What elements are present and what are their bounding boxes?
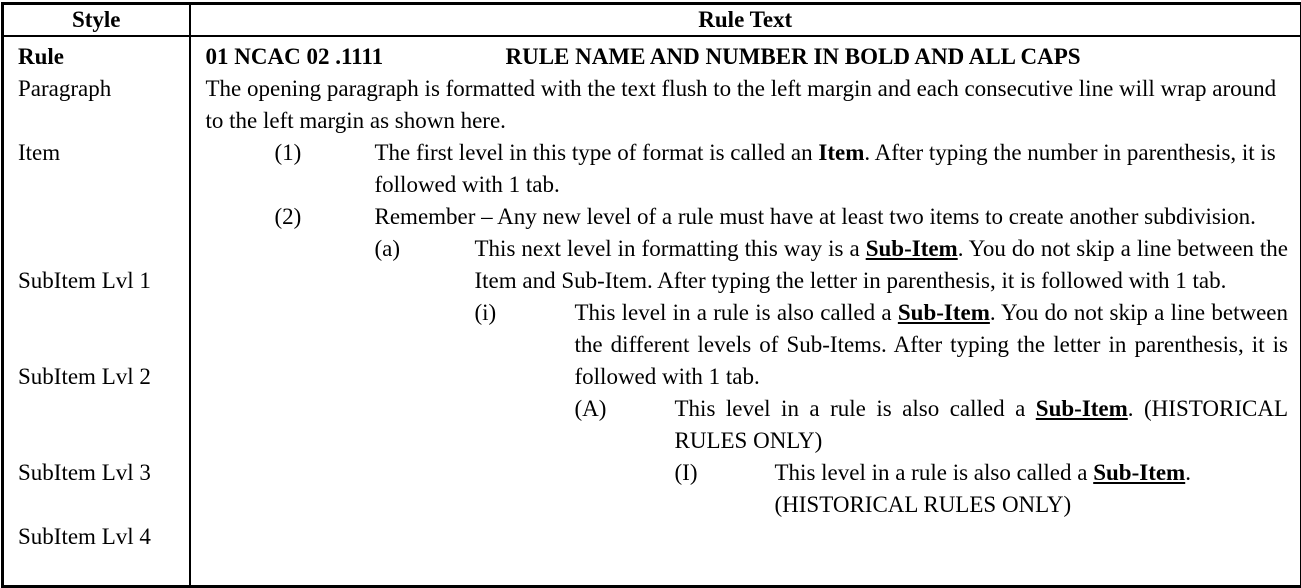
item-2-text: Remember – Any new level of a rule must have at least two items to create another subdivision. (375, 201, 1289, 233)
subitem-3-number: (A) (575, 393, 675, 425)
subitem-level-2 (206, 297, 1289, 393)
subitem-1-text: This next level in formatting this way is a Sub-Item. You do not skip a line between the Item and Sub-Item. After typing the letter in parenthesis, it is followed with 1 tab. (475, 233, 1289, 297)
item-1-text: The first level in this type of format is called an Item. After typing the number in parenthesis, it is followed with 1 tab. (375, 137, 1289, 201)
header-rule-text: Rule Text (190, 4, 1301, 37)
subitem-4-text: This level in a rule is also called a Sub-Item. (HISTORICAL RULES ONLY) (775, 457, 1289, 521)
subitem-keyword: Sub-Item (1036, 396, 1128, 421)
style-label-paragraph: Paragraph (18, 73, 189, 137)
header-style: Style (3, 4, 190, 37)
item-2 (206, 201, 1289, 233)
subitem-2-text: This level in a rule is also called a Sub-Item. You do not skip a line between the different levels of Sub-Items. After typing the letter in parenthesis, it is followed with 1 tab. (575, 297, 1289, 393)
content-row (3, 36, 1301, 587)
subitem-1-number: (a) (375, 233, 475, 265)
style-column (3, 36, 190, 587)
header-row (3, 4, 1301, 37)
item-1 (206, 137, 1289, 201)
item-keyword: Item (818, 140, 864, 165)
opening-paragraph: The opening paragraph is formatted with the text flush to the left margin and each consecutive line will wrap around to the left margin as shown here. (206, 73, 1289, 137)
subitem-2-number: (i) (475, 297, 575, 329)
subitem-level-4 (206, 457, 1289, 521)
subitem-keyword: Sub-Item (866, 236, 958, 261)
style-label-subitem-4: SubItem Lvl 4 (18, 521, 189, 585)
rule-name: RULE NAME AND NUMBER IN BOLD AND ALL CAPS (506, 41, 1081, 73)
style-label-subitem-1: SubItem Lvl 1 (18, 265, 189, 361)
style-label-subitem-3: SubItem Lvl 3 (18, 457, 189, 521)
rule-format-table (1, 2, 1301, 588)
rule-text-column (190, 36, 1301, 587)
subitem-keyword: Sub-Item (1093, 460, 1185, 485)
item-2-number: (2) (275, 201, 375, 233)
item-1-number: (1) (275, 137, 375, 169)
subitem-4-number: (I) (675, 457, 775, 489)
style-label-rule: Rule (18, 41, 189, 73)
subitem-level-1 (206, 233, 1289, 297)
subitem-keyword: Sub-Item (898, 300, 990, 325)
style-label-subitem-2: SubItem Lvl 2 (18, 361, 189, 457)
subitem-3-text: This level in a rule is also called a Sub-Item. (HISTORICAL RULES ONLY) (675, 393, 1289, 457)
subitem-level-3 (206, 393, 1289, 457)
style-label-item: Item (18, 137, 189, 265)
rule-title (206, 41, 1289, 73)
rule-code: 01 NCAC 02 .1111 (206, 41, 506, 73)
